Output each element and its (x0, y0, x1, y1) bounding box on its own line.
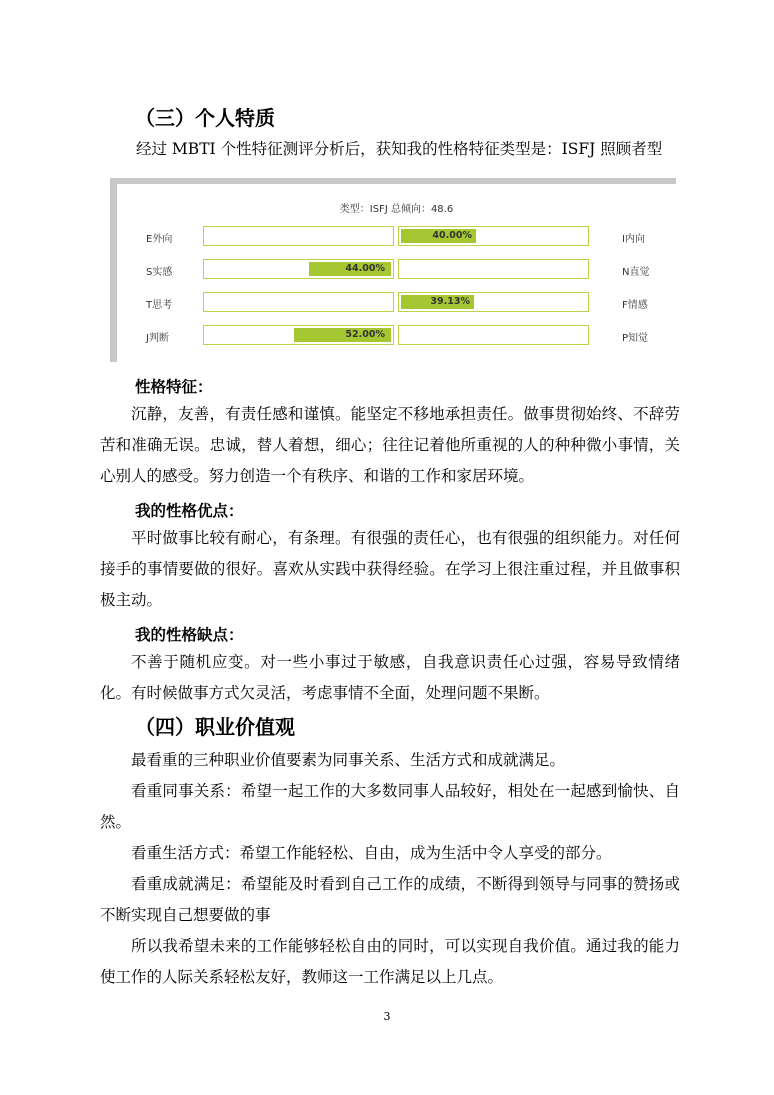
bar-value-label: 44.00% (345, 263, 385, 274)
row-right-label: N直觉 (622, 267, 650, 278)
values-lifestyle: 看重生活方式：希望工作能轻松、自由，成为生活中令人享受的部分。 (131, 844, 612, 862)
row-left-label: T思考 (146, 300, 173, 311)
right-bar-track (398, 292, 589, 312)
bar-value-label: 40.00% (432, 230, 472, 241)
weaknesses-heading: 我的性格缺点： (135, 625, 244, 644)
section4-heading: （四）职业价值观 (135, 715, 295, 739)
row-right-label: I内向 (622, 234, 645, 245)
mbti-intro: 经过 MBTI 个性特征测评分析后，获知我的性格特征类型是：ISFJ 照顾者型 (136, 140, 663, 158)
chart-title: 类型：ISFJ 总倾向：48.6 (339, 204, 454, 215)
weaknesses-text: 不善于随机应变。对一些小事过于敏感，自我意识责任心过强，容易导致情绪化。有时候做事方式欠灵活，考虑事情不全面，处理问题不果断。 (100, 653, 680, 702)
left-bar-track (203, 259, 394, 279)
row-left-label: S实感 (146, 267, 173, 278)
left-bar-track (203, 292, 394, 312)
values-colleagues: 看重同事关系：希望一起工作的大多数同事人品较好，相处在一起感到愉快、自然。 (100, 782, 680, 831)
mbti-chart (110, 178, 676, 362)
strengths-text: 平时做事比较有耐心，有条理。有很强的责任心，也有很强的组织能力。对任何接手的事情要做的很好。喜欢从实践中获得经验。在学习上很注重过程，并且做事积极主动。 (100, 529, 680, 609)
right-bar-track (398, 325, 589, 345)
left-bar-track (203, 325, 394, 345)
bar-value-label: 52.00% (345, 329, 385, 340)
traits-heading: 性格特征： (135, 377, 213, 396)
right-bar-track (398, 259, 589, 279)
row-right-label: F情感 (622, 300, 648, 311)
strengths-heading: 我的性格优点： (135, 501, 244, 520)
row-left-label: J判断 (146, 333, 169, 344)
right-bar-track (398, 226, 589, 246)
values-intro: 最看重的三种职业价值要素为同事关系、生活方式和成就满足。 (131, 751, 566, 769)
row-left-label: E外向 (146, 234, 173, 245)
section3-heading: （三）个人特质 (135, 106, 275, 130)
page-number: 3 (383, 1010, 391, 1023)
values-conclusion: 所以我希望未来的工作能够轻松自由的同时，可以实现自我价值。通过我的能力使工作的人际关系轻松友好，教师这一工作满足以上几点。 (100, 937, 680, 986)
bar-value-label: 39.13% (430, 296, 470, 307)
values-achievement: 看重成就满足：希望能及时看到自己工作的成绩，不断得到领导与同事的赞扬或不断实现自己想要做的事 (100, 875, 680, 924)
left-bar-track (203, 226, 394, 246)
row-right-label: P知觉 (622, 333, 649, 344)
traits-text: 沉静，友善，有责任感和谨慎。能坚定不移地承担责任。做事贯彻始终、不辞劳苦和准确无误。忠诚，替人着想，细心；往往记着他所重视的人的种种微小事情，关心别人的感受。努力创造一个有秩序、和谐的工作和家居环境。 (100, 405, 680, 485)
